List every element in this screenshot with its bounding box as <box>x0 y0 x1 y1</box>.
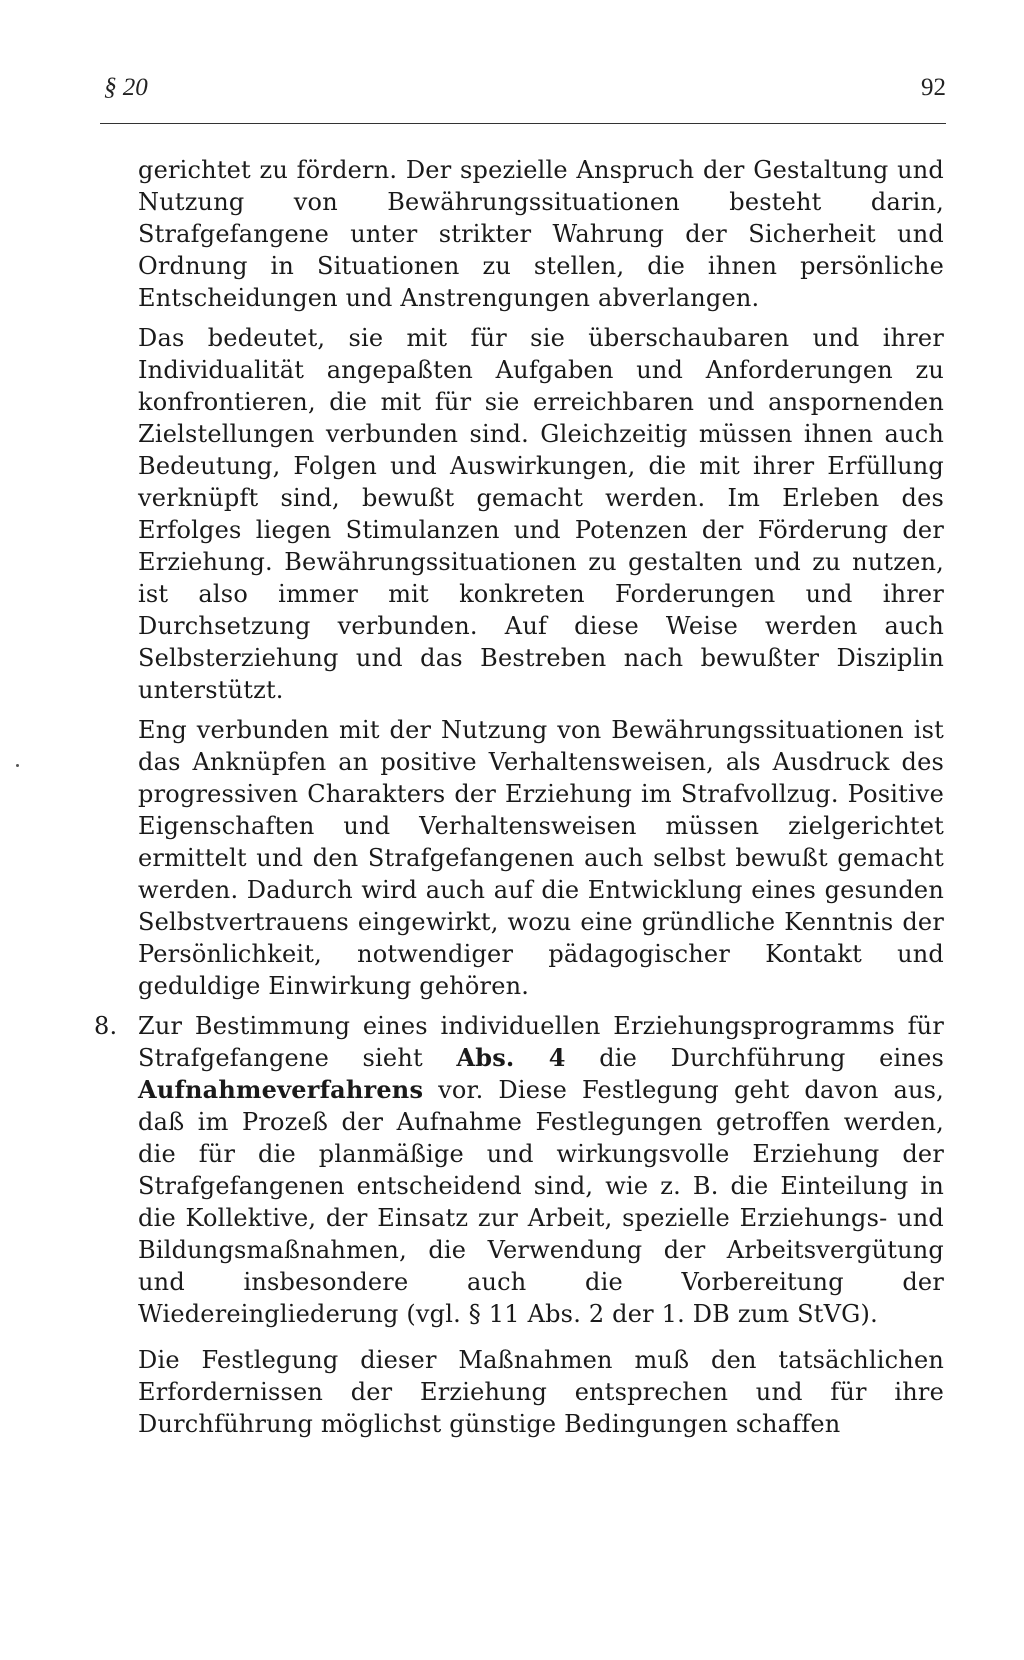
item-number: 8. <box>94 1012 118 1040</box>
item-text-intro: Zur Bestimmung eines individuellen Erziehungsprogramms für Strafgefangene sieht <box>138 1012 944 1072</box>
header-rule <box>100 123 946 124</box>
paragraph-2: Das bedeutet, sie mit für sie überschaubaren und ihrer Individualität angepaßten Aufgaben und Anforderungen zu konfrontieren, die mit für sie erreichbaren und anspornenden Zielstellungen verbunden sind. Gleichzeitig müssen ihnen auch Bedeutung, Folgen und Auswirkungen, die mit ihrer Erfüllung verknüpft sind, bewußt gemacht werden. Im Erleben des Erfolges liegen Stimulanzen und Potenzen der Förderung der Erziehung. Bewährungssituationen zu gestalten und zu nutzen, ist also immer mit konkreten Forderungen und ihrer Durchsetzung verbunden. Auf diese Weise werden auch Selbsterziehung und das Bestreben nach bewußter Disziplin unterstützt. <box>138 324 944 704</box>
term-aufnahmeverfahren: Aufnahmeverfahrens <box>138 1075 424 1104</box>
list-item-8 <box>94 1010 944 1330</box>
section-label: § 20 <box>104 74 148 101</box>
paragraph-1: gerichtet zu fördern. Der spezielle Anspruch der Gestaltung und Nutzung von Bewährungssituationen besteht darin, Strafgefangene unter strikter Wahrung der Sicherheit und Ordnung in Situationen zu stellen, die ihnen persönliche Entscheidungen und Anstrengungen abverlangen. <box>138 156 944 312</box>
item-text-mid: die Durchführung eines <box>599 1044 944 1072</box>
page-number: 92 <box>921 74 946 101</box>
margin-speck <box>16 764 19 767</box>
body-text <box>94 154 944 1448</box>
paragraph-3: Eng verbunden mit der Nutzung von Bewährungssituationen ist das Anknüpfen an positive Verhaltensweisen, als Ausdruck des progressiven Charakters der Erziehung im Strafvollzug. Positive Eigenschaften und Verhaltensweisen müssen zielgerichtet ermittelt und den Strafgefangenen auch selbst bewußt gemacht werden. Dadurch wird auch auf die Entwicklung eines gesunden Selbstvertrauens eingewirkt, wozu eine gründliche Kenntnis der Persönlichkeit, notwendiger pädagogischer Kontakt und geduldige Einwirkung gehören. <box>138 716 944 1000</box>
final-paragraph: Die Festlegung dieser Maßnahmen muß den tatsächlichen Erfordernissen der Erziehung entsprechen und für ihre Durchführung möglichst günstige Bedingungen schaffen <box>138 1346 944 1438</box>
item-text-rest: vor. Diese Festlegung geht davon aus, daß im Prozeß der Aufnahme Festlegungen getroffen werden, die für die planmäßige und wirkungsvolle Erziehung der Strafgefangenen entscheidend sind, wie z. B. die Einteilung in die Kollektive, der Einsatz zur Arbeit, spezielle Erziehungs- und Bildungsmaßnahmen, die Verwendung der Arbeitsvergütung und insbesondere auch die Vorbereitung der Wiedereingliederung (vgl. § 11 Abs. 2 der 1. DB zum StVG). <box>138 1076 944 1328</box>
abs-reference: Abs. 4 <box>456 1043 566 1072</box>
page-header <box>100 72 946 108</box>
